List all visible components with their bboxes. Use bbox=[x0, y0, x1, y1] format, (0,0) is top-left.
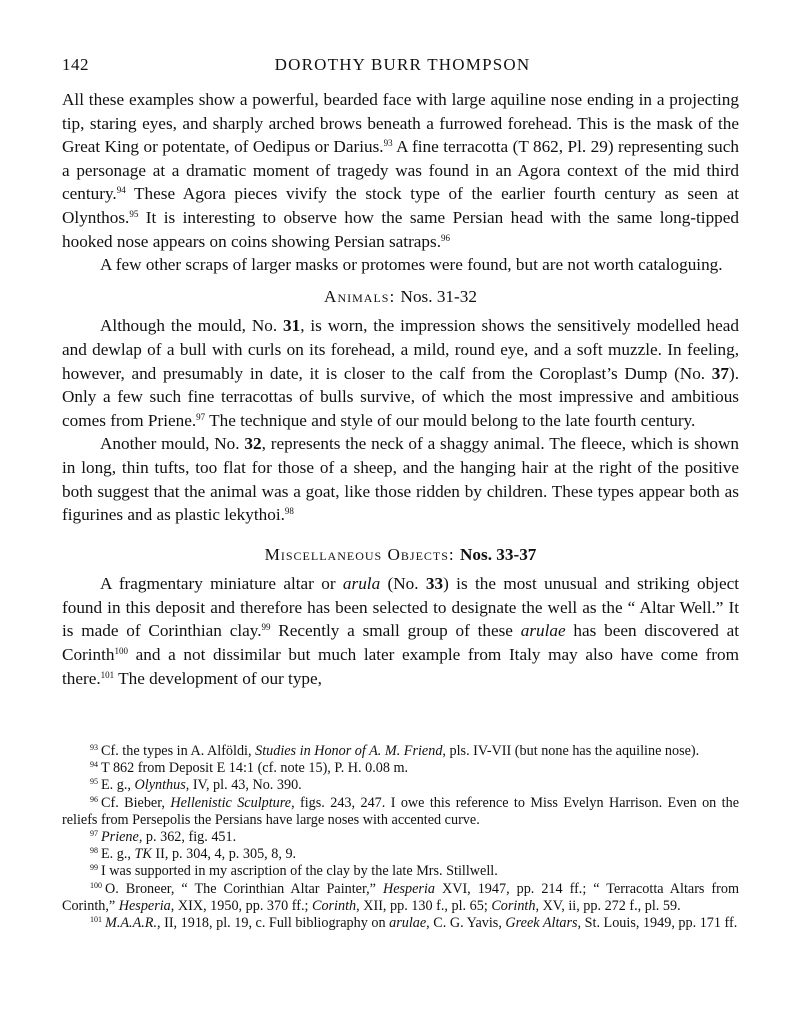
section-heading-animals: Animals: Nos. 31-32 bbox=[324, 286, 477, 306]
catalogue-number: 31 bbox=[283, 316, 301, 336]
footnote-ref[interactable]: 99 bbox=[261, 622, 271, 633]
main-text bbox=[62, 88, 739, 690]
footnote-ref[interactable]: 100 bbox=[114, 646, 129, 657]
footnote-93: $^{93}$ Cf. the types in A. Alföldi, Studies in Honor of A. M. Friend, pls. IV-VII (but none has the aquiline nose). bbox=[90, 743, 700, 759]
footnote-ref[interactable]: 97 bbox=[196, 411, 206, 422]
page-header bbox=[62, 55, 743, 79]
footnote-ref[interactable]: 93 bbox=[383, 138, 393, 149]
footnote-96: $^{96}$ Cf. Bieber, Hellenistic Sculpture, figs. 243, 247. I owe this reference to Miss Evelyn Harrison. Even on the reliefs from Persepolis the Persians have large noses with accented curve. bbox=[62, 794, 740, 828]
catalogue-number: 37 bbox=[711, 363, 729, 383]
catalogue-number: 32 bbox=[244, 434, 262, 454]
footnote-100: $^{100}$ O. Broneer, “ The Corinthian Altar Painter,” Hesperia XVI, 1947, pp. 214 ff.; “ Terracotta Altars from Corinth,” Hesperia, XIX, 1950, pp. 370 ff.; Corinth, XII, pp. 130 f., pl. 65; Corinth, XV, ii, pp. 272 f., pl. 59. bbox=[62, 880, 740, 914]
footnote-98: $^{98}$ E. g., TK II, p. 304, 4, p. 305, 8, 9. bbox=[90, 846, 297, 863]
running-head: DOROTHY BURR THOMPSON bbox=[274, 55, 531, 74]
paragraph-bull-mould: Although the mould, No. 31, is worn, the impression shows the sensitively modelled head and dewlap of a bull with curls on its forehead, a mild, round eye, and a soft muzzle. In feeling, however, and presumably in date, it is closer to the calf from the Coroplast’s Dump (No. 37). Only a few such fine terracottas of bulls survive, of which the most impressive and ambitious comes from Priene.$^{97}$ The technique and style of our mould belong to the late fourth century. bbox=[62, 316, 739, 430]
footnote-ref[interactable]: 101 bbox=[100, 669, 115, 680]
footnote-101: $^{101}$ M.A.A.R., II, 1918, pl. 19, c. Full bibliography on arulae, C. G. Yavis, Greek Altars, St. Louis, 1949, pp. 171 ff. bbox=[90, 915, 738, 932]
paragraph-persian-heads: All these examples show a powerful, bearded face with large aquiline nose ending in a projecting tip, staring eyes, and sharply arched brows beneath a furrowed forehead. This is the mask of the Great King or potentate, of Oedipus or Darius.$^{93}$ A fine terracotta (T 862, Pl. 29) representing such a personage at a dramatic moment of tragedy was found in an Agora context of the mid third century.$^{94}$ These Agora pieces vivify the stock type of the earlier fourth century as seen at Olynthos.$^{95}$ It is interesting to observe how the same Persian head with the same long-tipped hooked nose appears on coins showing Persian satraps.$^{96}$ bbox=[62, 90, 739, 251]
footnote-ref[interactable]: 98 bbox=[284, 506, 294, 517]
paragraph-scraps: A few other scraps of larger masks or protomes were found, but are not worth cataloguing. bbox=[100, 255, 723, 275]
page-number: 142 bbox=[62, 55, 89, 74]
footnote-ref[interactable]: 94 bbox=[116, 185, 126, 196]
footnote-99: $^{99}$ I was supported in my ascription of the clay by the late Mrs. Stillwell. bbox=[90, 863, 498, 880]
footnotes bbox=[62, 743, 739, 932]
paragraph-goat-mould: Another mould, No. 32, represents the neck of a shaggy animal. The fleece, which is shown in long, thin tufts, too flat for those of a sheep, and the hanging hair at the right of the positive both suggest that the animal was a goat, like those ridden by children. These types appear both as figurines and as plastic lekythoi.$^{98}$ bbox=[62, 434, 739, 525]
footnote-ref[interactable]: 96 bbox=[441, 232, 451, 243]
footnote-97: $^{97}$ Priene, p. 362, fig. 451. bbox=[90, 829, 237, 846]
paragraph-altar: A fragmentary miniature altar or arula (No. 33) is the most unusual and striking object found in this deposit and therefore has been selected to designate the well as the “ Altar Well.” It is made of Corinthian clay.$^{99}$ Recently a small group of these arulae has been discovered at Corinth$^{100}$ and a not dissimilar but much later example from Italy may also have come from there.$^{101}$ The development of our type, bbox=[62, 574, 739, 688]
footnote-ref[interactable]: 95 bbox=[129, 208, 139, 219]
footnote-95: $^{95}$ E. g., Olynthus, IV, pl. 43, No. 390. bbox=[90, 777, 302, 794]
footnote-94: $^{94}$ T 862 from Deposit E 14:1 (cf. note 15), P. H. 0.08 m. bbox=[90, 760, 409, 777]
catalogue-number: 33 bbox=[425, 574, 444, 594]
section-heading-misc: Miscellaneous Objects: Nos. 33-37 bbox=[264, 544, 537, 564]
